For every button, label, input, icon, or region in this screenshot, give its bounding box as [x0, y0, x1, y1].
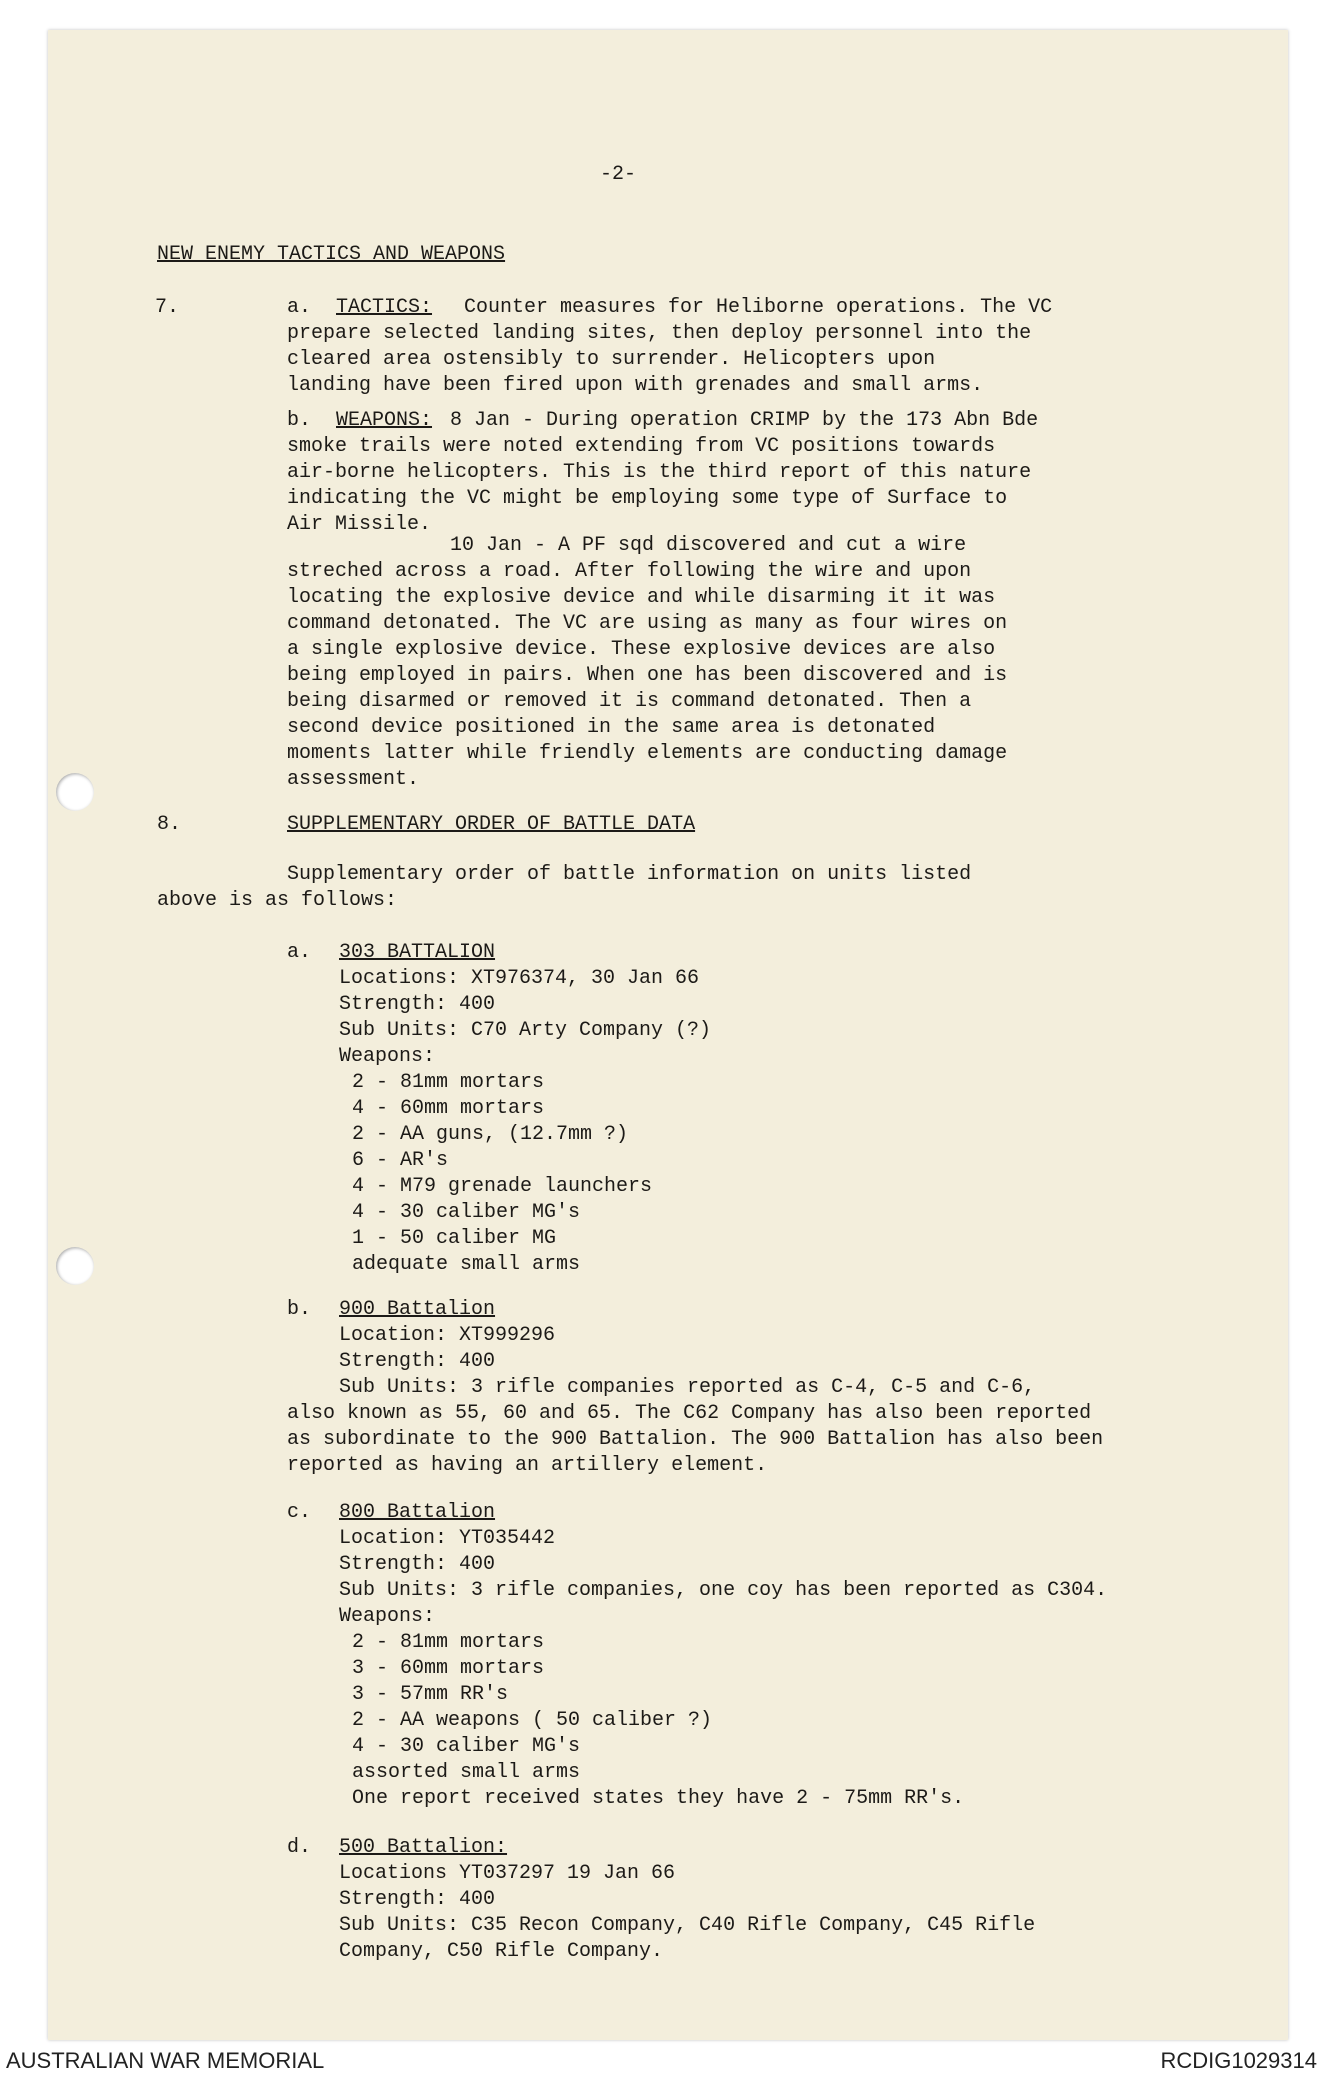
unit-line: Weapons: — [339, 1045, 436, 1068]
unit-line: Location: YT035442 — [339, 1527, 556, 1550]
weapons-line: locating the explosive device and while disarming it it was — [287, 586, 996, 609]
weapons-line: streched across a road. After following the wire and upon — [287, 560, 972, 583]
item-number: 8. — [157, 813, 182, 836]
tactics-line: cleared area ostensibly to surrender. Helicopters upon — [287, 348, 936, 371]
unit-line: also known as 55, 60 and 65. The C62 Company has also been reported — [287, 1402, 1092, 1425]
weapon-item: 2 - AA weapons ( 50 caliber ?) — [352, 1709, 713, 1732]
weapons-line: smoke trails were noted extending from VC positions towards — [287, 435, 996, 458]
tactics-label: TACTICS: — [336, 296, 433, 319]
punch-hole — [56, 773, 94, 811]
unit-line: Strength: 400 — [339, 1350, 496, 1373]
supplementary-heading: SUPPLEMENTARY ORDER OF BATTLE DATA — [287, 813, 696, 836]
weapon-item: 2 - AA guns, (12.7mm ?) — [352, 1123, 629, 1146]
weapons-line: 10 Jan - A PF sqd discovered and cut a wire — [450, 534, 967, 557]
weapons-line: being employed in pairs. When one has been discovered and is — [287, 664, 1008, 687]
unit-title: 900 Battalion — [339, 1298, 496, 1321]
weapons-line: Air Missile. — [287, 513, 432, 536]
weapons-line: 8 Jan - During operation CRIMP by the 173 Abn Bde — [450, 409, 1039, 432]
tactics-line: prepare selected landing sites, then deploy personnel into the — [287, 322, 1032, 345]
footer-right: RCDIG1029314 — [1160, 2048, 1317, 2073]
unit-line: Locations YT037297 19 Jan 66 — [339, 1862, 676, 1885]
page-number: -2- — [600, 163, 637, 186]
item-letter: a. — [287, 296, 312, 319]
item-number: 7. — [155, 296, 180, 319]
item-letter: b. — [287, 409, 312, 432]
unit-line: Sub Units: C70 Arty Company (?) — [339, 1019, 712, 1042]
weapons-label: WEAPONS: — [336, 409, 433, 432]
footer-left: AUSTRALIAN WAR MEMORIAL — [6, 2048, 325, 2073]
unit-title: 800 Battalion — [339, 1501, 496, 1524]
weapons-line: air-borne helicopters. This is the third report of this nature — [287, 461, 1032, 484]
item-letter: c. — [287, 1501, 312, 1524]
unit-line: Locations: XT976374, 30 Jan 66 — [339, 967, 700, 990]
punch-hole — [56, 1247, 94, 1285]
tactics-line: Counter measures for Heliborne operations. The VC — [464, 296, 1053, 319]
weapon-item: 2 - 81mm mortars — [352, 1631, 545, 1654]
unit-line: Location: XT999296 — [339, 1324, 556, 1347]
unit-title: 500 Battalion: — [339, 1836, 508, 1859]
unit-line: as subordinate to the 900 Battalion. The 900 Battalion has also been — [287, 1428, 1104, 1451]
weapon-item: 1 - 50 caliber MG — [352, 1227, 557, 1250]
weapons-line: moments latter while friendly elements are conducting damage — [287, 742, 1008, 765]
unit-line: Strength: 400 — [339, 1888, 496, 1911]
section-heading: NEW ENEMY TACTICS AND WEAPONS — [157, 243, 506, 266]
weapons-line: second device positioned in the same area is detonated — [287, 716, 936, 739]
unit-line: reported as having an artillery element. — [287, 1454, 768, 1477]
unit-line: Sub Units: 3 rifle companies reported as C-4, C-5 and C-6, — [339, 1376, 1036, 1399]
tactics-line: landing have been fired upon with grenades and small arms. — [287, 374, 984, 397]
item-letter: b. — [287, 1298, 312, 1321]
weapon-item: One report received states they have 2 - 75mm RR's. — [352, 1787, 965, 1810]
weapon-item: 4 - M79 grenade launchers — [352, 1175, 653, 1198]
weapon-item: 4 - 30 caliber MG's — [352, 1201, 581, 1224]
intro-line: Supplementary order of battle information on units listed — [287, 863, 972, 886]
weapon-item: 4 - 30 caliber MG's — [352, 1735, 581, 1758]
unit-line: Weapons: — [339, 1605, 436, 1628]
unit-title: 303 BATTALION — [339, 941, 496, 964]
unit-line: Company, C50 Rifle Company. — [339, 1940, 664, 1963]
weapon-item: 6 - AR's — [352, 1149, 449, 1172]
unit-line: Sub Units: C35 Recon Company, C40 Rifle Company, C45 Rifle — [339, 1914, 1036, 1937]
weapons-line: a single explosive device. These explosive devices are also — [287, 638, 996, 661]
weapon-item: adequate small arms — [352, 1253, 581, 1276]
weapons-line: assessment. — [287, 768, 420, 791]
unit-line: Sub Units: 3 rifle companies, one coy has been reported as C304. — [339, 1579, 1108, 1602]
weapons-line: command detonated. The VC are using as many as four wires on — [287, 612, 1008, 635]
weapons-line: being disarmed or removed it is command detonated. Then a — [287, 690, 972, 713]
unit-line: Strength: 400 — [339, 1553, 496, 1576]
weapon-item: 3 - 57mm RR's — [352, 1683, 509, 1706]
item-letter: a. — [287, 941, 312, 964]
unit-line: Strength: 400 — [339, 993, 496, 1016]
weapon-item: assorted small arms — [352, 1761, 581, 1784]
weapon-item: 3 - 60mm mortars — [352, 1657, 545, 1680]
weapons-line: indicating the VC might be employing some type of Surface to — [287, 487, 1008, 510]
intro-line: above is as follows: — [157, 889, 398, 912]
item-letter: d. — [287, 1836, 312, 1859]
weapon-item: 4 - 60mm mortars — [352, 1097, 545, 1120]
weapon-item: 2 - 81mm mortars — [352, 1071, 545, 1094]
